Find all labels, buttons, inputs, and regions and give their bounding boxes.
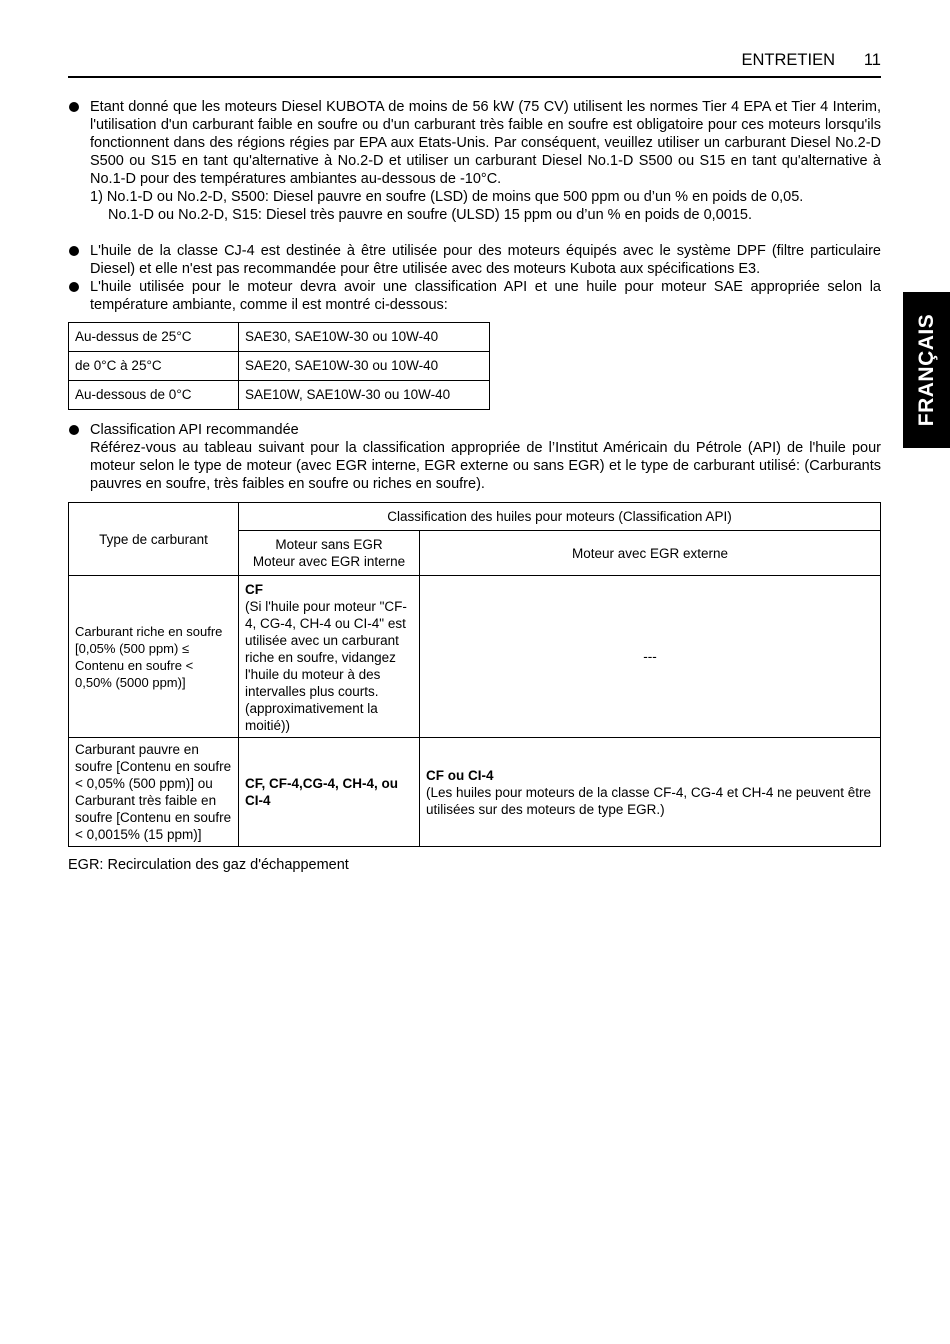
oil-class-note: (Si l'huile pour moteur "CF-4, CG-4, CH-4 ou CI-4" est utilisée avec un carburant riche en soufre, vidangez l'huile du moteur à des intervalles plus courts. (approximativement la moitié)) (245, 599, 407, 733)
engine-internal-line1: Moteur sans EGR (275, 537, 383, 552)
bullet-cj4-oil (68, 242, 881, 278)
egr-footnote: EGR: Recirculation des gaz d'échappement (68, 857, 349, 873)
classification-header: Classification des huiles pour moteurs (Classification API) (239, 503, 881, 531)
oil-internal-low-sulfur: CF, CF-4,CG-4, CH-4, ou CI-4 (239, 738, 420, 847)
table-row (69, 381, 490, 410)
bullet-title: Classification API recommandée (90, 422, 299, 438)
oil-cell: SAE10W, SAE10W-30 ou 10W-40 (239, 381, 490, 410)
oil-cell: SAE20, SAE10W-30 ou 10W-40 (239, 352, 490, 381)
bullet-icon (69, 102, 79, 112)
table-row (69, 323, 490, 352)
oil-class-note: (Les huiles pour moteurs de la classe CF-4, CG-4 et CH-4 ne peuvent être utilisées sur des moteurs de type EGR.) (426, 784, 871, 817)
bullet-icon (69, 246, 79, 256)
page-header (68, 48, 881, 78)
oil-internal-high-sulfur (239, 576, 420, 738)
fuel-high-sulfur: Carburant riche en soufre [0,05% (500 ppm) ≤ Contenu en soufre < 0,50% (5000 ppm)] (69, 576, 239, 738)
oil-external-low-sulfur (420, 738, 881, 847)
table-row (69, 738, 881, 847)
bullet-api-classification (68, 421, 881, 493)
bullet-icon (69, 425, 79, 435)
oil-class-bold: CF (245, 582, 263, 597)
engine-external-header: Moteur avec EGR externe (420, 531, 881, 576)
oil-cell: SAE30, SAE10W-30 ou 10W-40 (239, 323, 490, 352)
fuel-type-header: Type de carburant (69, 503, 239, 576)
language-tab-label: FRANÇAIS (914, 313, 938, 427)
bullet-text: Référez-vous au tableau suivant pour la classification appropriée de l’Institut Américain du Pétrole (API) de l'huile pour moteur selon le type de moteur (avec EGR interne, EGR externe ou sans EGR) et le type de carburant utilisé: (Carburants pauvres en soufre, très faibles en soufre ou riches en soufre). (90, 440, 881, 492)
language-tab (903, 292, 950, 448)
bullet-fuel-requirements (68, 98, 881, 224)
page-number: 11 (863, 51, 881, 69)
section-title: ENTRETIEN (741, 51, 835, 69)
bullet-api-sae (68, 278, 881, 314)
engine-internal-header (239, 531, 420, 576)
oil-temperature-table (68, 322, 490, 410)
bullet-text: Etant donné que les moteurs Diesel KUBOTA de moins de 56 kW (75 CV) utilisent les normes Tier 4 EPA et Tier 4 Interim, l'utilisation d'un carburant faible en soufre ou d'un carburant très faible en soufre est obligatoire pour ces moteurs lorsqu'ils fonctionnent dans des régions régies par EPA aux Etats-Unis. Par conséquent, veuillez utiliser un carburant Diesel No.2-D S500 ou S15 en tant qu'alternative à No.2-D et utiliser un carburant Diesel No.1-D S500 ou S15 en tant qu'alternative à No.1-D pour des températures ambiantes au-dessous de -10°C. (90, 99, 881, 187)
api-classification-table (68, 502, 881, 847)
table-row (69, 503, 881, 531)
main-content (68, 98, 881, 874)
temp-cell: Au-dessous de 0°C (69, 381, 239, 410)
bullet-text: L'huile de la classe CJ-4 est destinée à être utilisée pour des moteurs équipés avec le système DPF (filtre particulaire Diesel) et elle n'est pas recommandée pour être utilisée avec des moteurs Kubota aux spécifications E3. (90, 243, 881, 277)
engine-internal-line2: Moteur avec EGR interne (252, 554, 406, 569)
table-row (69, 352, 490, 381)
table-row (69, 576, 881, 738)
note-s500: 1) No.1-D ou No.2-D, S500: Diesel pauvre en soufre (LSD) de moins que 500 ppm ou d’un % en poids de 0,05. (90, 189, 804, 205)
temp-cell: Au-dessus de 25°C (69, 323, 239, 352)
oil-class-bold: CF ou CI-4 (426, 767, 494, 783)
note-s15: No.1-D ou No.2-D, S15: Diesel très pauvre en soufre (ULSD) 15 ppm ou d’un % en poids de 0,0015. (108, 207, 752, 223)
bullet-text: L'huile utilisée pour le moteur devra avoir une classification API et une huile pour moteur SAE appropriée selon la température ambiante, comme il est montré ci-dessous: (90, 279, 881, 313)
oil-external-high-sulfur: --- (420, 576, 881, 738)
temp-cell: de 0°C à 25°C (69, 352, 239, 381)
fuel-low-sulfur: Carburant pauvre en soufre [Contenu en soufre < 0,05% (500 ppm)] ou Carburant très faible en soufre [Contenu en soufre < 0,0015% (15 ppm)] (69, 738, 239, 847)
bullet-icon (69, 282, 79, 292)
